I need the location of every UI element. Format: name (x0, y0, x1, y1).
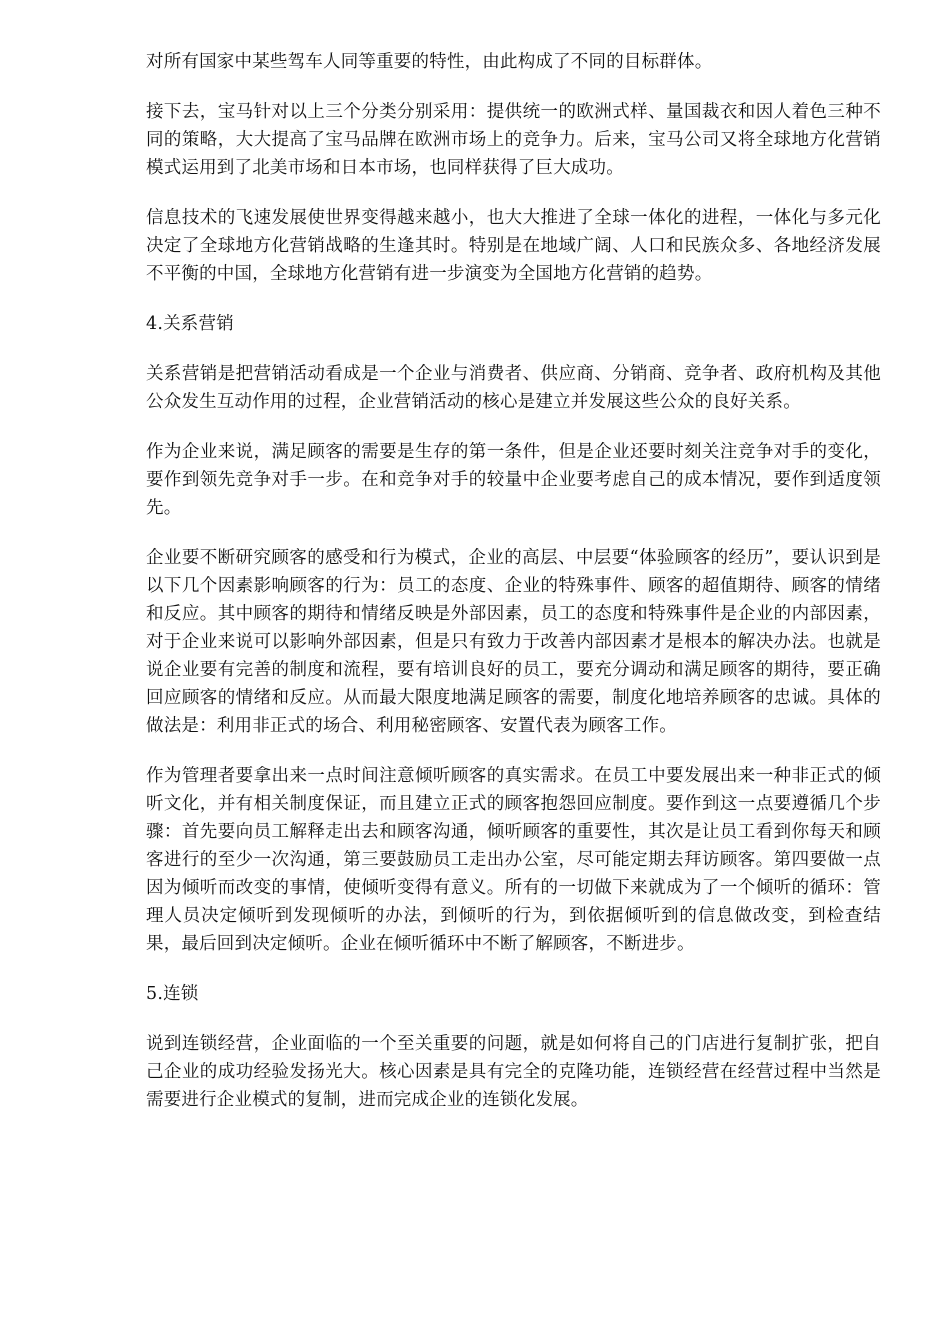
document-page (146, 48, 881, 1136)
section-heading-relationship-marketing: 4.关系营销 (146, 314, 234, 334)
paragraph-bmw-strategy: 接下去，宝马针对以上三个分类分别采用：提供统一的欧洲式样、量国裁衣和因人着色三种不同的策略，大大提高了宝马品牌在欧洲市场上的竞争力。后来，宝马公司又将全球地方化营销模式运用到了北美市场和日本市场，也同样获得了巨大成功。 (146, 102, 881, 178)
paragraph-chain-operation: 说到连锁经营，企业面临的一个至关重要的问题，就是如何将自己的门店进行复制扩张，把自己企业的成功经验发扬光大。核心因素是具有完全的克隆功能，连锁经营在经营过程中当然是需要进行企业模式的复制，进而完成企业的连锁化发展。 (146, 1034, 881, 1110)
paragraph-competition: 作为企业来说，满足顾客的需要是生存的第一条件，但是企业还要时刻关注竞争对手的变化，要作到领先竞争对手一步。在和竞争对手的较量中企业要考虑自己的成本情况，要作到适度领先。 (146, 442, 881, 518)
paragraph-globalization: 信息技术的飞速发展使世界变得越来越小，也大大推进了全球一体化的进程，一体化与多元化决定了全球地方化营销战略的生逢其时。特别是在地域广阔、人口和民族众多、各地经济发展不平衡的中国，全球地方化营销有进一步演变为全国地方化营销的趋势。 (146, 208, 881, 284)
paragraph-relationship-definition: 关系营销是把营销活动看成是一个企业与消费者、供应商、分销商、竞争者、政府机构及其他公众发生互动作用的过程，企业营销活动的核心是建立并发展这些公众的良好关系。 (146, 364, 881, 412)
paragraph-customer-behavior: 企业要不断研究顾客的感受和行为模式，企业的高层、中层要“体验顾客的经历”，要认识到是以下几个因素影响顾客的行为：员工的态度、企业的特殊事件、顾客的超值期待、顾客的情绪和反应。其中顾客的期待和情绪反映是外部因素，员工的态度和特殊事件是企业的内部因素，对于企业来说可以影响外部因素，但是只有致力于改善内部因素才是根本的解决办法。也就是说企业要有完善的制度和流程，要有培训良好的员工，要充分调动和满足顾客的期待，要正确回应顾客的情绪和反应。从而最大限度地满足顾客的需要，制度化地培养顾客的忠诚。具体的做法是：利用非正式的场合、利用秘密顾客、安置代表为顾客工作。 (146, 548, 881, 736)
section-heading-chain: 5.连锁 (146, 984, 199, 1004)
paragraph-target-groups: 对所有国家中某些驾车人同等重要的特性，由此构成了不同的目标群体。 (146, 52, 713, 72)
paragraph-listening-loop: 作为管理者要拿出来一点时间注意倾听顾客的真实需求。在员工中要发展出来一种非正式的倾听文化，并有相关制度保证，而且建立正式的顾客抱怨回应制度。要作到这一点要遵循几个步骤：首先要向员工解释走出去和顾客沟通，倾听顾客的重要性，其次是让员工看到你每天和顾客进行的至少一次沟通，第三要鼓励员工走出办公室，尽可能定期去拜访顾客。第四要做一点因为倾听而改变的事情，使倾听变得有意义。所有的一切做下来就成为了一个倾听的循环：管理人员决定倾听到发现倾听的办法，到倾听的行为，到依据倾听到的信息做改变，到检查结果，最后回到决定倾听。企业在倾听循环中不断了解顾客，不断进步。 (146, 766, 881, 954)
